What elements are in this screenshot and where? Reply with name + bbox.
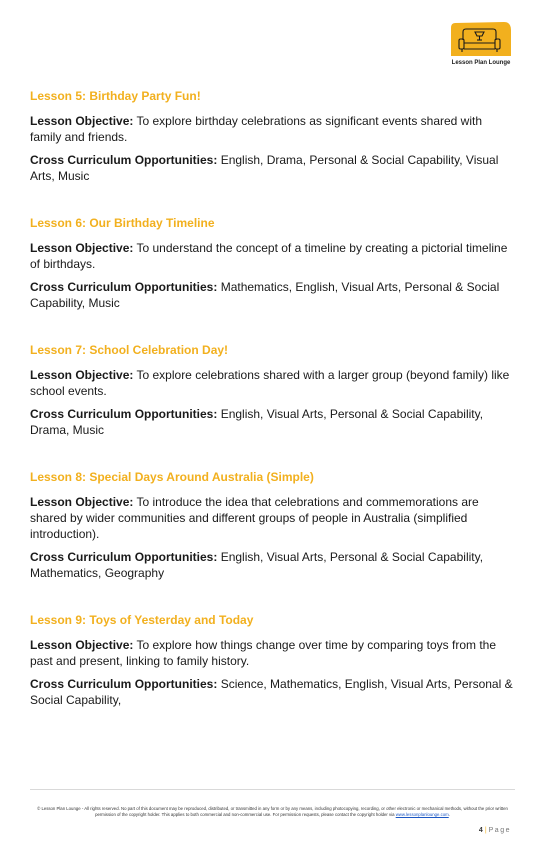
lesson-title: Lesson 8: Special Days Around Australia (Simple) <box>30 470 314 484</box>
lesson-objective <box>30 637 515 669</box>
lesson-title: Lesson 9: Toys of Yesterday and Today <box>30 613 254 627</box>
objective-label: Lesson Objective: <box>30 241 134 255</box>
objective-text: To explore how things change over time by comparing toys from the past and present, linking to family history. <box>30 638 497 668</box>
objective-label: Lesson Objective: <box>30 495 134 509</box>
objective-label: Lesson Objective: <box>30 114 134 128</box>
sofa-lamp-icon <box>449 20 513 60</box>
copyright-notice <box>34 806 511 817</box>
lesson-objective <box>30 367 515 399</box>
lesson-list <box>30 88 515 708</box>
objective-text: To explore celebrations shared with a larger group (beyond family) like school events. <box>30 368 510 398</box>
lesson-objective <box>30 113 515 145</box>
cross-curriculum <box>30 406 515 438</box>
cross-curriculum-text: Science, Mathematics, English, Visual Arts, Personal & Social Capability, <box>30 677 513 707</box>
cross-curriculum <box>30 279 515 311</box>
cross-curriculum-text: English, Visual Arts, Personal & Social Capability, Mathematics, Geography <box>30 550 484 580</box>
objective-text: To explore birthday celebrations as significant events shared with family and friends. <box>30 114 483 144</box>
lesson-7 <box>30 342 515 438</box>
lesson-title: Lesson 6: Our Birthday Timeline <box>30 216 215 230</box>
brand-logo <box>449 20 513 70</box>
lesson-9 <box>30 612 515 708</box>
cross-curriculum-text: Mathematics, English, Visual Arts, Personal & Social Capability, Music <box>30 280 500 310</box>
lesson-title: Lesson 7: School Celebration Day! <box>30 343 229 357</box>
cross-curriculum-label: Cross Curriculum Opportunities: <box>30 153 218 167</box>
page-number <box>479 827 511 834</box>
lesson-title: Lesson 5: Birthday Party Fun! <box>30 89 201 103</box>
website-link[interactable]: www.lessonplanlounge.com <box>395 811 449 817</box>
cross-curriculum-label: Cross Curriculum Opportunities: <box>30 407 218 421</box>
page-label: Page <box>488 827 511 834</box>
copyright-suffix: . <box>448 811 450 817</box>
cross-curriculum <box>30 549 515 581</box>
objective-label: Lesson Objective: <box>30 368 134 382</box>
objective-text: To understand the concept of a timeline by creating a pictorial timeline of birthdays. <box>30 241 508 271</box>
cross-curriculum-label: Cross Curriculum Opportunities: <box>30 677 218 691</box>
lesson-6 <box>30 215 515 311</box>
objective-label: Lesson Objective: <box>30 638 134 652</box>
cross-curriculum-label: Cross Curriculum Opportunities: <box>30 550 218 564</box>
footer-divider <box>30 789 515 790</box>
cross-curriculum <box>30 152 515 184</box>
cross-curriculum <box>30 676 515 708</box>
cross-curriculum-text: English, Visual Arts, Personal & Social Capability, Drama, Music <box>30 407 484 437</box>
page-separator: | <box>484 827 487 834</box>
cross-curriculum-label: Cross Curriculum Opportunities: <box>30 280 218 294</box>
lesson-8 <box>30 469 515 581</box>
copyright-text: © Lesson Plan Lounge - All rights reserved. No part of this document may be reproduced, distributed, or transmitted in any form or by any means, including photocopying, recording, or other electronic or mechanical methods, without the prior written permission of the copyright holder. This applies to both commercial and non-commercial use. For permission requests, please contact the copyright holder via <box>37 806 508 817</box>
lesson-objective <box>30 494 515 542</box>
lesson-objective <box>30 240 515 272</box>
cross-curriculum-text: English, Drama, Personal & Social Capability, Visual Arts, Music <box>30 153 499 183</box>
page-number-value: 4 <box>478 827 483 834</box>
objective-text: To introduce the idea that celebrations and commemorations are shared by wider communities and different groups of people in Australia (simplified introduction). <box>30 495 479 541</box>
logo-text: Lesson Plan Lounge <box>451 60 511 66</box>
lesson-5 <box>30 88 515 184</box>
